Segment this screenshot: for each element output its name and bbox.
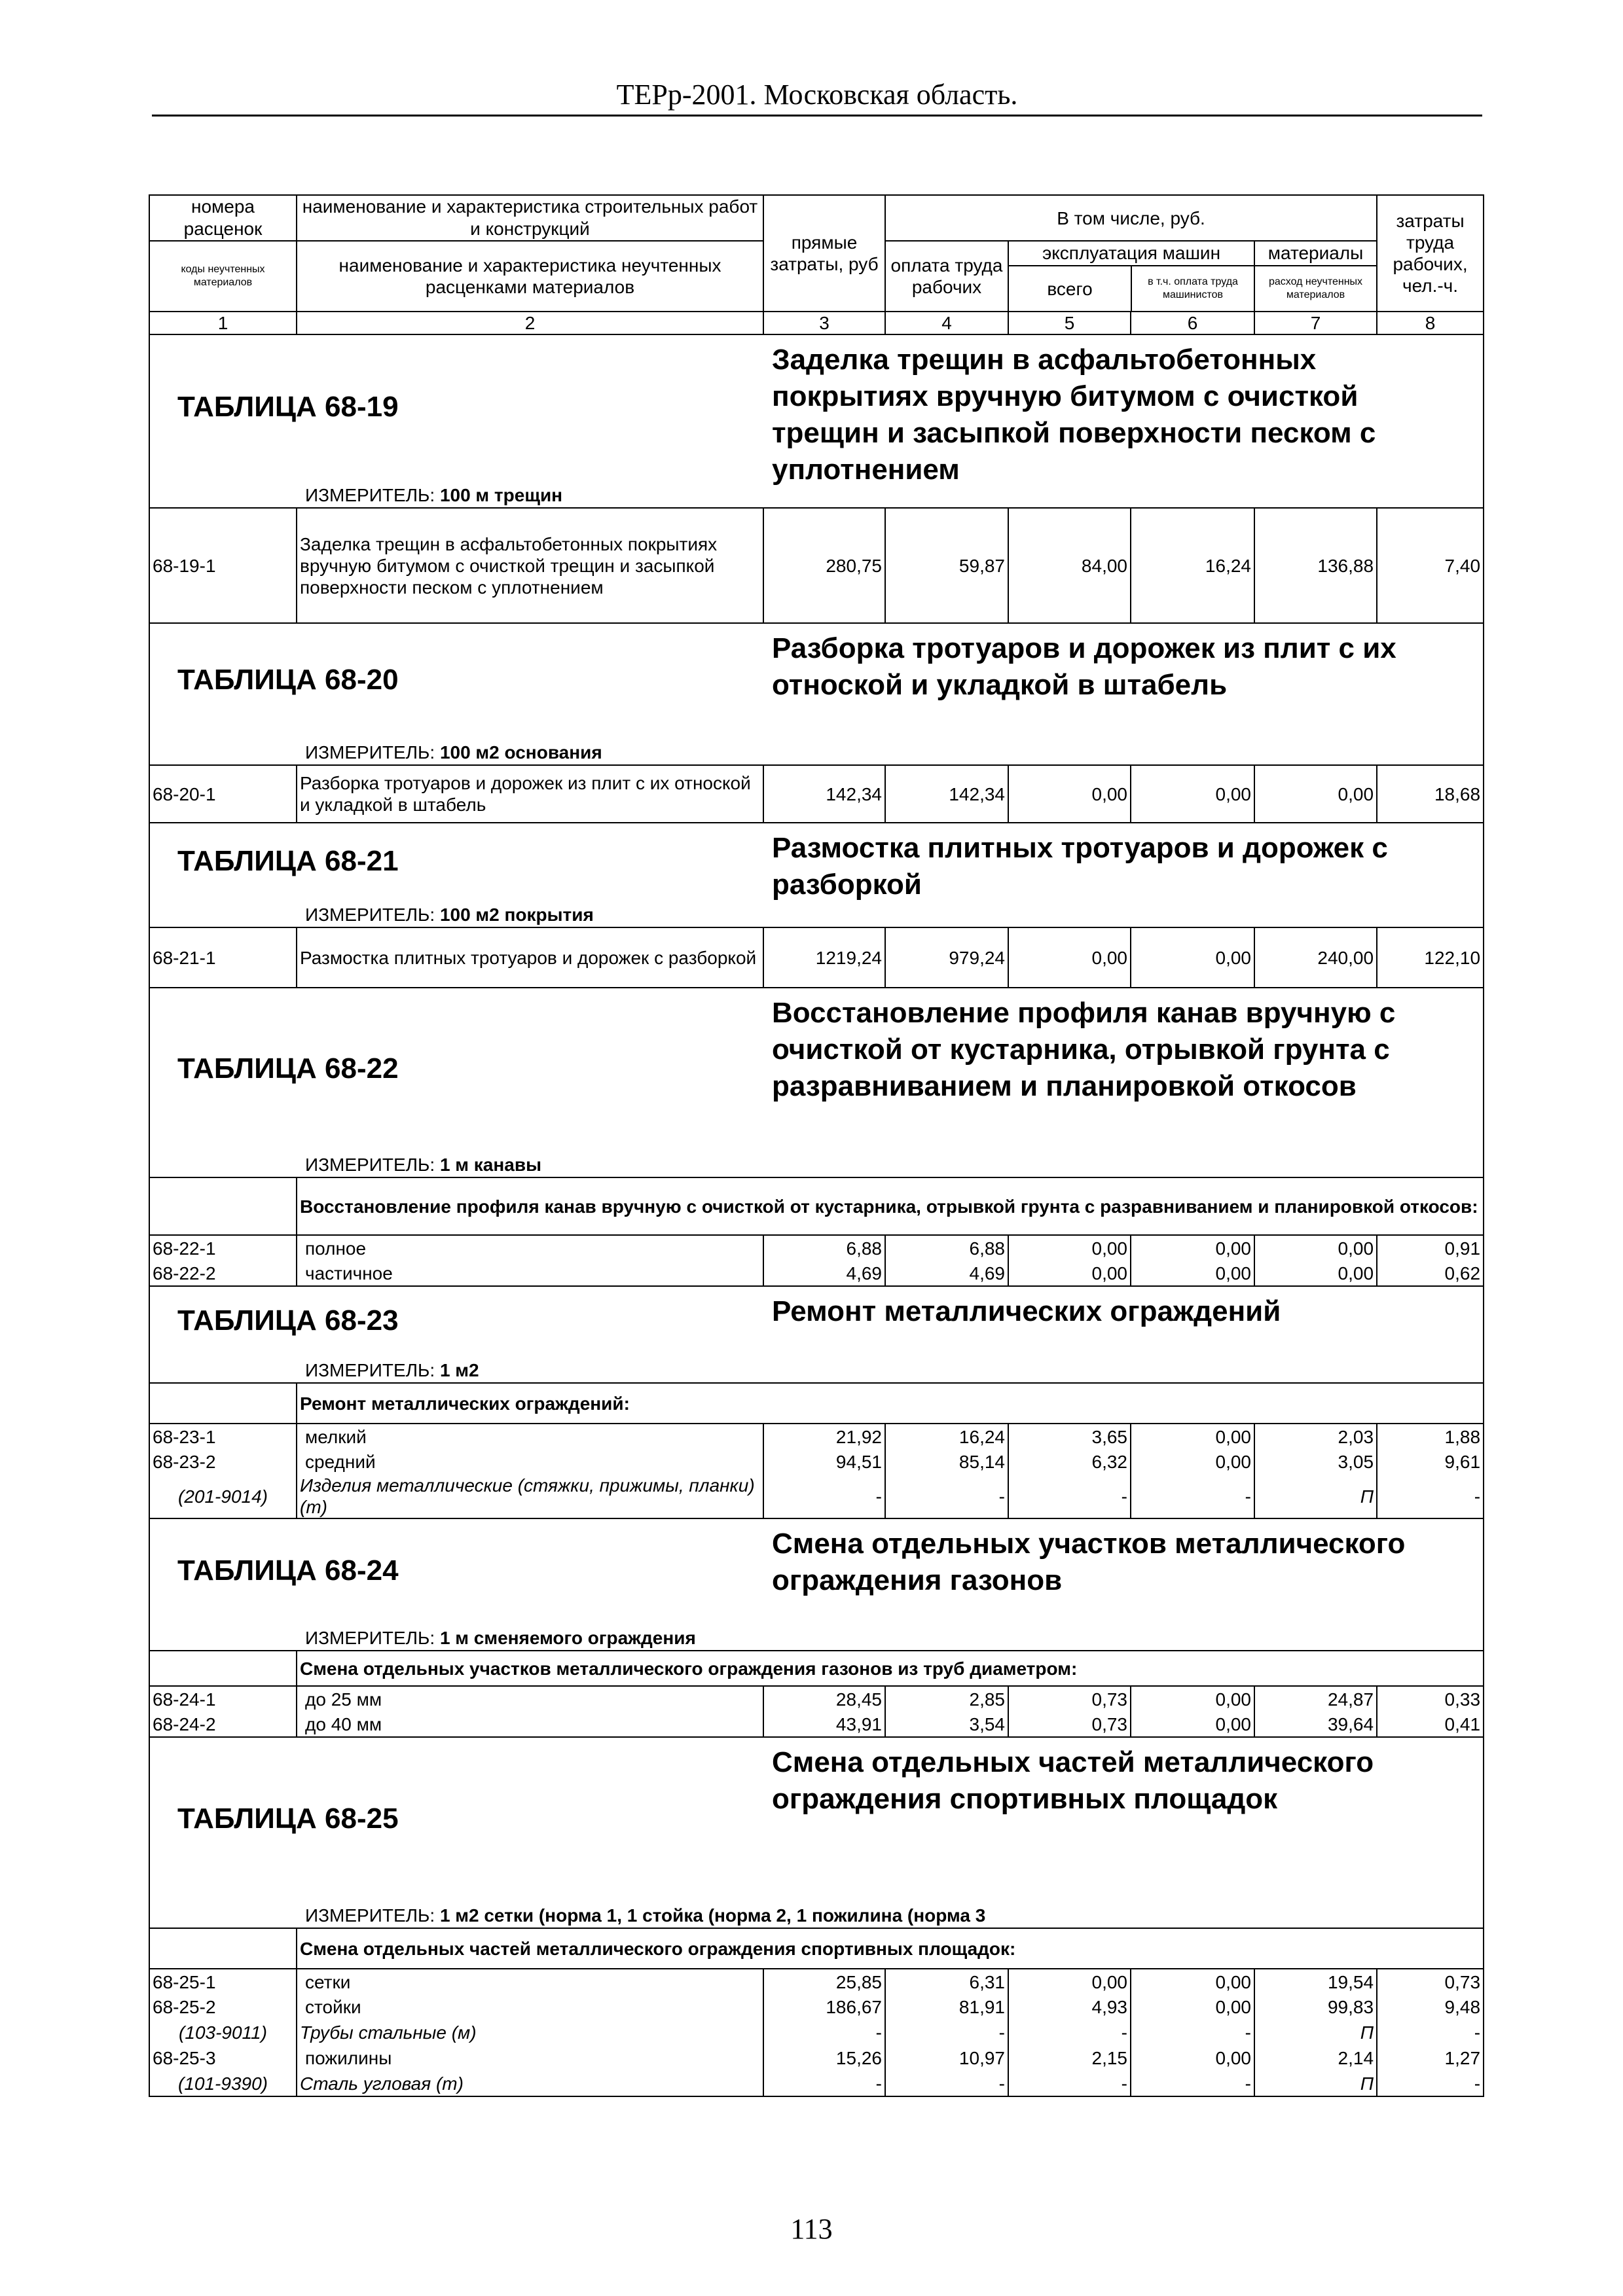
materials-cost-value: П (1254, 2020, 1377, 2045)
measure-label: ИЗМЕРИТЕЛЬ: (305, 485, 435, 505)
machines-labor-value: 0,00 (1131, 1969, 1254, 1994)
table-block-header (149, 334, 1484, 508)
col-num: 5 (1008, 312, 1131, 334)
work-name: полное (297, 1235, 763, 1261)
machines-labor-value: 0,00 (1131, 1449, 1254, 1475)
direct-cost-value: - (763, 1475, 885, 1518)
machines-total-value: 0,73 (1008, 1686, 1131, 1712)
section-row (149, 1383, 1484, 1424)
section-heading: Смена отдельных частей металлического ограждения спортивных площадок: (297, 1928, 1484, 1969)
material-row (149, 2020, 1484, 2045)
rate-code: 68-23-1 (149, 1424, 297, 1449)
direct-cost-value: 15,26 (763, 2045, 885, 2071)
table-title: Смена отдельных частей металлического ограждения спортивных площадок (772, 1746, 1374, 1815)
measure-value: 100 м2 покрытия (439, 905, 594, 925)
table-row (149, 1686, 1484, 1712)
rate-code: 68-25-2 (149, 1994, 297, 2020)
direct-cost-value: - (763, 2020, 885, 2045)
materials-cost-value: 2,14 (1254, 2045, 1377, 2071)
direct-cost-value: 4,69 (763, 1261, 885, 1286)
col-name-sub-header: наименование и характеристика неучтенных расценками материалов (297, 241, 763, 312)
measure-line (302, 484, 562, 506)
table-row (149, 1969, 1484, 1994)
table-row (149, 927, 1484, 988)
materials-cost-value: 24,87 (1254, 1686, 1377, 1712)
section-heading: Ремонт металлических ограждений: (297, 1383, 1484, 1424)
materials-cost-value: 3,05 (1254, 1449, 1377, 1475)
col-num: 1 (149, 312, 297, 334)
section-row (149, 1177, 1484, 1235)
measure-value: 1 м сменяемого ограждения (439, 1628, 696, 1648)
rate-code: 68-20-1 (149, 765, 297, 823)
rate-code: 68-24-1 (149, 1686, 297, 1712)
page-number: 113 (790, 2213, 833, 2245)
rate-code: 68-19-1 (149, 508, 297, 623)
table-row (149, 2045, 1484, 2071)
materials-cost-value: П (1254, 1475, 1377, 1518)
machines-total-value: 0,73 (1008, 1712, 1131, 1737)
rate-code: 68-22-1 (149, 1235, 297, 1261)
work-name: Разборка тротуаров и дорожек из плит с их отноской и укладкой в штабель (297, 765, 763, 823)
section-heading: Восстановление профиля канав вручную с очисткой от кустарника, отрывкой грунта с разравниванием и планировкой откосов: (297, 1177, 1484, 1235)
labor-hours-value: 0,73 (1377, 1969, 1484, 1994)
labor-pay-value: 16,24 (885, 1424, 1008, 1449)
materials-cost-value: 0,00 (1254, 1235, 1377, 1261)
material-row (149, 2071, 1484, 2096)
machines-labor-value: 0,00 (1131, 765, 1254, 823)
col-materials-sub-header: расход неучтенных материалов (1268, 276, 1363, 300)
material-name: Трубы стальные (м) (297, 2020, 763, 2045)
table-block-header (149, 823, 1484, 927)
machines-labor-value: 16,24 (1131, 508, 1254, 623)
table-title: Смена отдельных участков металлического ограждения газонов (772, 1528, 1406, 1596)
measure-label: ИЗМЕРИТЕЛЬ: (305, 1155, 435, 1175)
measure-label: ИЗМЕРИТЕЛЬ: (305, 742, 435, 762)
table-title: Заделка трещин в асфальтобетонных покрытиях вручную битумом с очисткой трещин и засыпкой поверхности песком с уплотнением (772, 344, 1376, 486)
materials-cost-value: 0,00 (1254, 765, 1377, 823)
col-num: 6 (1131, 312, 1254, 334)
materials-cost-value: 0,00 (1254, 1261, 1377, 1286)
direct-cost-value: 280,75 (763, 508, 885, 623)
materials-cost-value: 99,83 (1254, 1994, 1377, 2020)
price-table (149, 194, 1484, 2097)
labor-hours-value: 9,61 (1377, 1449, 1484, 1475)
machines-total-value: - (1008, 2020, 1131, 2045)
labor-hours-value: 0,33 (1377, 1686, 1484, 1712)
machines-total-value: 0,00 (1008, 927, 1131, 988)
work-name: до 25 мм (297, 1686, 763, 1712)
work-name: пожилины (297, 2045, 763, 2071)
labor-pay-value: 4,69 (885, 1261, 1008, 1286)
table-name: ТАБЛИЦА 68-23 (177, 1304, 399, 1336)
col-code-sub-header: коды неучтенных материалов (149, 241, 297, 312)
rate-code: 68-22-2 (149, 1261, 297, 1286)
col-num: 2 (297, 312, 763, 334)
machines-labor-value: 0,00 (1131, 927, 1254, 988)
measure-value: 1 м2 (439, 1360, 479, 1380)
labor-pay-value: 142,34 (885, 765, 1008, 823)
table-name: ТАБЛИЦА 68-25 (177, 1802, 399, 1835)
labor-pay-value: 81,91 (885, 1994, 1008, 2020)
table-block-header (149, 988, 1484, 1177)
col-machines-labor-header: в т.ч. оплата труда машинистов (1148, 276, 1238, 300)
labor-pay-value: - (885, 2020, 1008, 2045)
col-labor-cost-header: затраты труда рабочих, чел.-ч. (1377, 195, 1484, 312)
measure-line (302, 1905, 985, 1926)
table-row (149, 1449, 1484, 1475)
table-title: Размостка плитных тротуаров и дорожек с разборкой (772, 832, 1388, 901)
materials-cost-value: 19,54 (1254, 1969, 1377, 1994)
labor-pay-value: - (885, 1475, 1008, 1518)
col-num: 7 (1254, 312, 1377, 334)
table-block-header (149, 1518, 1484, 1651)
col-labor-pay-header: оплата труда рабочих (885, 241, 1008, 312)
machines-total-value: 84,00 (1008, 508, 1131, 623)
material-code: (103-9011) (149, 2020, 297, 2045)
direct-cost-value: - (763, 2071, 885, 2096)
labor-hours-value: 1,27 (1377, 2045, 1484, 2071)
table-row (149, 508, 1484, 623)
table-row (149, 1994, 1484, 2020)
labor-hours-value: 0,41 (1377, 1712, 1484, 1737)
labor-pay-value: 979,24 (885, 927, 1008, 988)
col-direct-header: прямые затраты, руб (763, 195, 885, 312)
direct-cost-value: 142,34 (763, 765, 885, 823)
machines-total-value: 0,00 (1008, 1261, 1131, 1286)
labor-hours-value: 7,40 (1377, 508, 1484, 623)
measure-label: ИЗМЕРИТЕЛЬ: (305, 905, 435, 925)
labor-pay-value: 10,97 (885, 2045, 1008, 2071)
col-name-header: наименование и характеристика строительных работ и конструкций (297, 195, 763, 241)
table-row (149, 1712, 1484, 1737)
table-title: Ремонт металлических ограждений (772, 1295, 1281, 1327)
table-block-header (149, 623, 1484, 765)
labor-hours-value: 18,68 (1377, 765, 1484, 823)
labor-hours-value: 1,88 (1377, 1424, 1484, 1449)
machines-labor-value: - (1131, 1475, 1254, 1518)
direct-cost-value: 94,51 (763, 1449, 885, 1475)
labor-hours-value: 9,48 (1377, 1994, 1484, 2020)
rate-code: 68-25-1 (149, 1969, 297, 1994)
measure-label: ИЗМЕРИТЕЛЬ: (305, 1628, 435, 1648)
labor-pay-value: - (885, 2071, 1008, 2096)
direct-cost-value: 25,85 (763, 1969, 885, 1994)
table-name: ТАБЛИЦА 68-21 (177, 844, 399, 877)
direct-cost-value: 28,45 (763, 1686, 885, 1712)
labor-pay-value: 3,54 (885, 1712, 1008, 1737)
direct-cost-value: 21,92 (763, 1424, 885, 1449)
measure-line (302, 1627, 696, 1649)
measure-line (302, 1359, 479, 1381)
rate-code: 68-23-2 (149, 1449, 297, 1475)
rate-code: 68-24-2 (149, 1712, 297, 1737)
labor-hours-value: 0,62 (1377, 1261, 1484, 1286)
material-code: (201-9014) (149, 1475, 297, 1518)
table-name: ТАБЛИЦА 68-20 (177, 664, 399, 696)
machines-total-value: 0,00 (1008, 1969, 1131, 1994)
materials-cost-value: 2,03 (1254, 1424, 1377, 1449)
measure-value: 100 м трещин (439, 485, 563, 505)
material-name: Сталь угловая (т) (297, 2071, 763, 2096)
materials-cost-value: 240,00 (1254, 927, 1377, 988)
table-row (149, 1424, 1484, 1449)
labor-hours-value: 0,91 (1377, 1235, 1484, 1261)
work-name: сетки (297, 1969, 763, 1994)
col-num: 8 (1377, 312, 1484, 334)
machines-total-value: 0,00 (1008, 1235, 1131, 1261)
work-name: Размостка плитных тротуаров и дорожек с разборкой (297, 927, 763, 988)
machines-total-value: 0,00 (1008, 765, 1131, 823)
material-code: (101-9390) (149, 2071, 297, 2096)
document-header-title: ТЕРр-2001. Московская область. (152, 75, 1482, 117)
direct-cost-value: 6,88 (763, 1235, 885, 1261)
machines-labor-value: 0,00 (1131, 1994, 1254, 2020)
labor-hours-value: - (1377, 2071, 1484, 2096)
table-row (149, 765, 1484, 823)
col-num: 3 (763, 312, 885, 334)
materials-cost-value: П (1254, 2071, 1377, 2096)
work-name: стойки (297, 1994, 763, 2020)
table-name: ТАБЛИЦА 68-24 (177, 1554, 399, 1587)
labor-pay-value: 59,87 (885, 508, 1008, 623)
col-code-header: номера расценок (149, 195, 297, 241)
work-name: мелкий (297, 1424, 763, 1449)
labor-pay-value: 2,85 (885, 1686, 1008, 1712)
section-row (149, 1928, 1484, 1969)
material-row (149, 1475, 1484, 1518)
machines-total-value: - (1008, 1475, 1131, 1518)
labor-pay-value: 6,31 (885, 1969, 1008, 1994)
machines-labor-value: - (1131, 2071, 1254, 2096)
machines-labor-value: 0,00 (1131, 1261, 1254, 1286)
measure-value: 1 м канавы (439, 1155, 541, 1175)
labor-pay-value: 85,14 (885, 1449, 1008, 1475)
labor-hours-value: - (1377, 1475, 1484, 1518)
measure-line (302, 1154, 541, 1175)
table-name: ТАБЛИЦА 68-22 (177, 1052, 399, 1085)
machines-total-value: 2,15 (1008, 2045, 1131, 2071)
machines-labor-value: 0,00 (1131, 1235, 1254, 1261)
machines-total-value: 3,65 (1008, 1424, 1131, 1449)
machines-labor-value: - (1131, 2020, 1254, 2045)
table-block-header (149, 1737, 1484, 1928)
table-row (149, 1261, 1484, 1286)
machines-total-value: 4,93 (1008, 1994, 1131, 2020)
measure-line (302, 904, 594, 925)
machines-labor-value: 0,00 (1131, 2045, 1254, 2071)
labor-pay-value: 6,88 (885, 1235, 1008, 1261)
measure-label: ИЗМЕРИТЕЛЬ: (305, 1905, 435, 1926)
machines-total-value: 6,32 (1008, 1449, 1131, 1475)
col-num: 4 (885, 312, 1008, 334)
table-title: Восстановление профиля канав вручную с очисткой от кустарника, отрывкой грунта с разравниванием и планировкой откосов (772, 997, 1396, 1102)
col-machines-header: эксплуатация машин (1009, 242, 1254, 266)
machines-total-value: - (1008, 2071, 1131, 2096)
table-name: ТАБЛИЦА 68-19 (177, 391, 399, 423)
direct-cost-value: 1219,24 (763, 927, 885, 988)
measure-value: 1 м2 сетки (норма 1, 1 стойка (норма 2, 1 пожилина (норма 3 (439, 1905, 986, 1926)
direct-cost-value: 43,91 (763, 1712, 885, 1737)
labor-hours-value: 122,10 (1377, 927, 1484, 988)
measure-label: ИЗМЕРИТЕЛЬ: (305, 1360, 435, 1380)
rate-code: 68-25-3 (149, 2045, 297, 2071)
table-row (149, 1235, 1484, 1261)
table-block-header (149, 1286, 1484, 1383)
col-machines-total-header: всего (1009, 266, 1132, 311)
machines-labor-value: 0,00 (1131, 1686, 1254, 1712)
work-name: частичное (297, 1261, 763, 1286)
measure-line (302, 742, 602, 763)
material-name: Изделия металлические (стяжки, прижимы, планки) (т) (297, 1475, 763, 1518)
col-incl-header: В том числе, руб. (885, 195, 1377, 241)
work-name: до 40 мм (297, 1712, 763, 1737)
work-name: Заделка трещин в асфальтобетонных покрытиях вручную битумом с очисткой трещин и засыпкой поверхности песком с уплотнением (297, 508, 763, 623)
col-materials-header: материалы (1255, 242, 1376, 266)
section-heading: Смена отдельных участков металлического ограждения газонов из труб диаметром: (297, 1651, 1484, 1686)
labor-hours-value: - (1377, 2020, 1484, 2045)
machines-labor-value: 0,00 (1131, 1424, 1254, 1449)
table-title: Разборка тротуаров и дорожек из плит с их отноской и укладкой в штабель (772, 632, 1396, 701)
machines-labor-value: 0,00 (1131, 1712, 1254, 1737)
section-row (149, 1651, 1484, 1686)
materials-cost-value: 39,64 (1254, 1712, 1377, 1737)
measure-value: 100 м2 основания (439, 742, 602, 762)
direct-cost-value: 186,67 (763, 1994, 885, 2020)
work-name: средний (297, 1449, 763, 1475)
rate-code: 68-21-1 (149, 927, 297, 988)
materials-cost-value: 136,88 (1254, 508, 1377, 623)
